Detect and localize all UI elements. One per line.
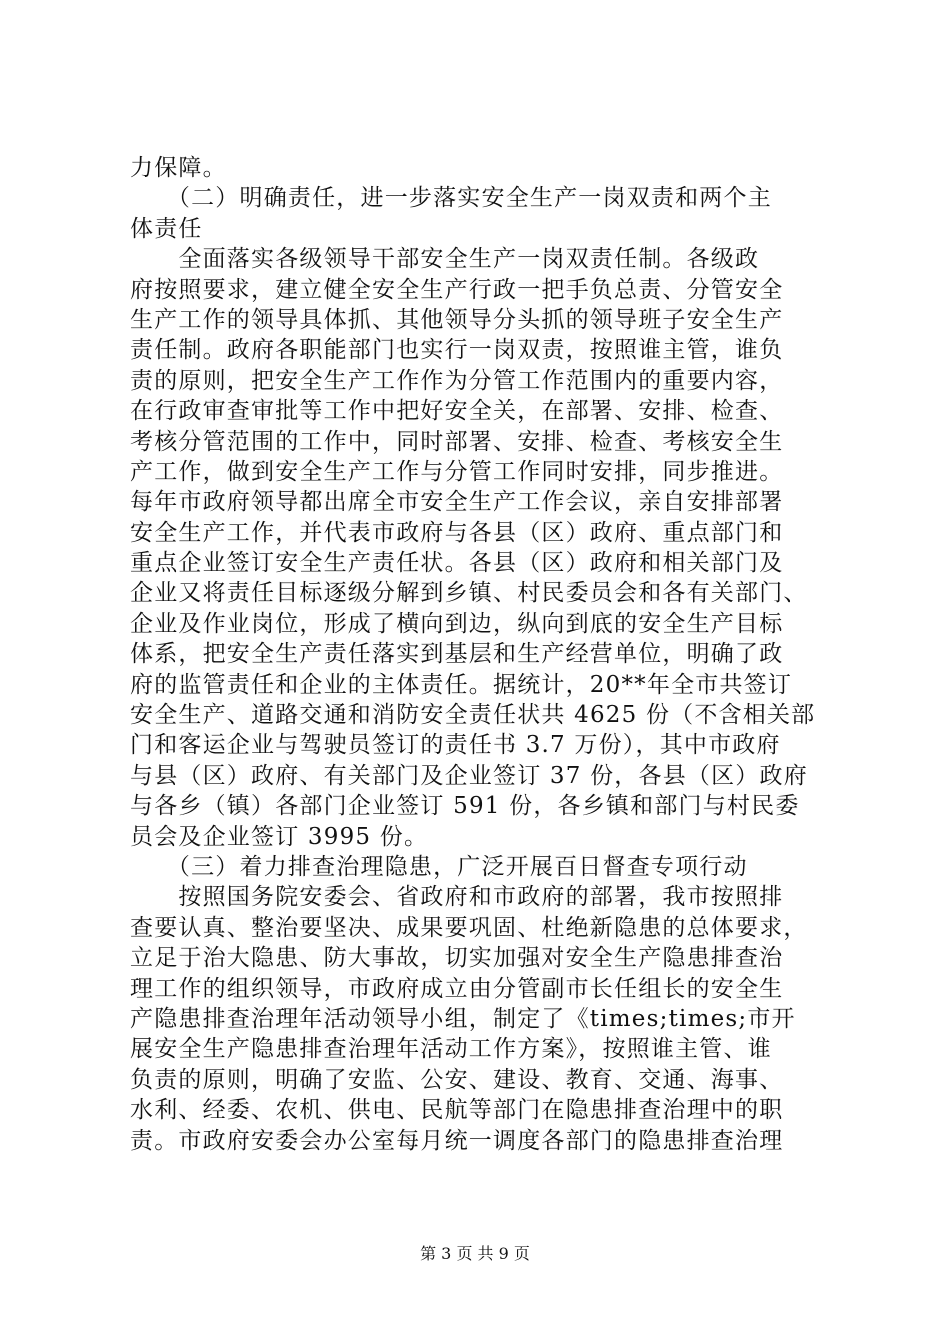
document-body	[130, 153, 835, 1156]
text-line: 每年市政府领导都出席全市安全生产工作会议，亲自安排部署	[130, 489, 784, 516]
text-line: 府的监管责任和企业的主体责任。据统计，20**年全市共签订	[130, 671, 793, 698]
text-line: 立足于治大隐患、防大事故，切实加强对安全生产隐患排查治	[130, 945, 784, 972]
text-line: （二）明确责任，进一步落实安全生产一岗双责和两个主	[130, 185, 772, 212]
text-line: 重点企业签订安全生产责任状。各县（区）政府和相关部门及	[130, 550, 784, 577]
text-line: 责。市政府安委会办公室每月统一调度各部门的隐患排查治理	[130, 1127, 784, 1154]
text-line: 门和客运企业与驾驶员签订的责任书 3.7 万份），其中市政府	[130, 732, 781, 759]
text-line: （三）着力排查治理隐患，广泛开展百日督查专项行动	[130, 853, 748, 880]
text-line: 理工作的组织领导，市政府成立由分管副市长任组长的安全生	[130, 975, 784, 1002]
text-line: 安全生产工作，并代表市政府与各县（区）政府、重点部门和	[130, 519, 784, 546]
text-line: 安全生产、道路交通和消防安全责任状共 4625 份（不含相关部	[130, 702, 816, 729]
text-line: 责的原则，把安全生产工作作为分管工作范围内的重要内容，	[130, 367, 784, 394]
text-line: 责任制。政府各职能部门也实行一岗双责，按照谁主管，谁负	[130, 337, 784, 364]
text-line: 力保障。	[130, 155, 227, 181]
text-line: 查要认真、整治要坚决、成果要巩固、杜绝新隐患的总体要求，	[130, 914, 808, 941]
text-line: 水利、经委、农机、供电、民航等部门在隐患排查治理中的职	[130, 1097, 784, 1124]
text-line: 负责的原则，明确了安监、公安、建设、教育、交通、海事、	[130, 1066, 784, 1093]
text-line: 企业又将责任目标逐级分解到乡镇、村民委员会和各有关部门、	[130, 580, 808, 607]
text-line: 与县（区）政府、有关部门及企业签订 37 份，各县（区）政府	[130, 762, 808, 789]
text-line: 员会及企业签订 3995 份。	[130, 823, 429, 850]
text-line: 考核分管范围的工作中，同时部署、安排、检查、考核安全生	[130, 428, 784, 455]
text-line: 体责任	[130, 215, 203, 242]
text-line: 展安全生产隐患排查治理年活动工作方案》，按照谁主管、谁	[130, 1036, 772, 1063]
text-line: 府按照要求，建立健全安全生产行政一把手负总责、分管安全	[130, 276, 784, 303]
text-line: 全面落实各级领导干部安全生产一岗双责任制。各级政	[130, 246, 760, 273]
text-line: 产隐患排查治理年活动领导小组，制定了《times;times;市开	[130, 1005, 796, 1032]
text-line: 生产工作的领导具体抓、其他领导分头抓的领导班子安全生产	[130, 306, 784, 333]
page-footer: 第 3 页 共 9 页	[420, 1244, 530, 1263]
text-line: 按照国务院安委会、省政府和市政府的部署，我市按照排	[130, 884, 784, 911]
text-line: 产工作，做到安全生产工作与分管工作同时安排，同步推进。	[130, 458, 784, 485]
text-line: 体系，把安全生产责任落实到基层和生产经营单位，明确了政	[130, 641, 784, 668]
text-line: 在行政审查审批等工作中把好安全关，在部署、安排、检查、	[130, 398, 784, 425]
text-line: 企业及作业岗位，形成了横向到边，纵向到底的安全生产目标	[130, 610, 784, 637]
text-line: 与各乡（镇）各部门企业签订 591 份，各乡镇和部门与村民委	[130, 793, 800, 820]
